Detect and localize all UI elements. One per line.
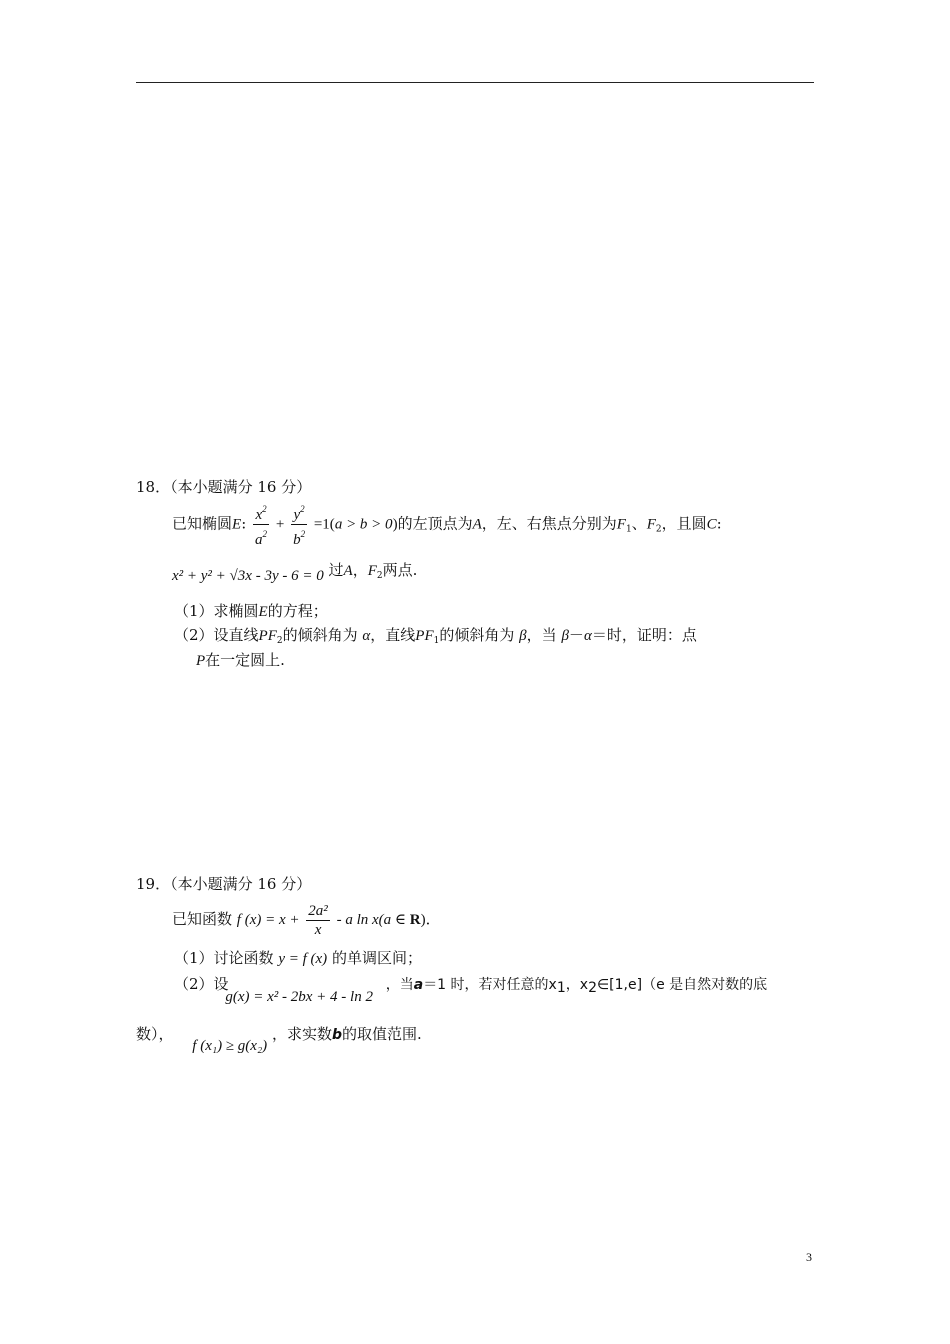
q18-intro-prefix: 已知椭圆 xyxy=(172,514,233,533)
text: ，且圆 xyxy=(661,514,707,533)
q18-part2-line2 xyxy=(196,650,285,671)
focus-f2: F xyxy=(646,516,656,533)
focus-f2: F xyxy=(367,563,377,579)
equation-rhs: =1( xyxy=(313,516,335,533)
variable-x2: x xyxy=(579,977,589,993)
text: （2）设直线 xyxy=(174,626,259,644)
fraction-2a2-x xyxy=(306,902,330,939)
colon: : xyxy=(241,514,247,533)
subscript: 2 xyxy=(588,980,597,996)
text: ，直线 xyxy=(370,626,416,644)
frac-den: a xyxy=(255,532,263,548)
text: （1）讨论函数 xyxy=(174,949,274,967)
interval: ∈[1,e] xyxy=(596,977,643,993)
colon: : xyxy=(716,514,722,533)
text: 的倾斜角为 xyxy=(439,626,515,644)
reals-symbol: R xyxy=(409,912,421,928)
alpha: α xyxy=(362,628,371,644)
q19-part1 xyxy=(174,948,422,969)
q19-part2-line1 xyxy=(174,974,768,1005)
fraction-y2-b2: $\frac{y^2}{b^2}$ xyxy=(291,500,307,549)
text: ，求实数 xyxy=(271,1025,332,1043)
q19-score: （本小题满分 16 分） xyxy=(170,875,312,893)
q18-heading xyxy=(136,477,311,497)
q18-part1 xyxy=(174,601,328,622)
text: ，左、右焦点分别为 xyxy=(481,514,617,533)
frac-den: b xyxy=(293,532,301,548)
point-a: A xyxy=(343,563,353,579)
function-tail: - a ln x(a ∈ xyxy=(336,912,410,928)
circle-name: C xyxy=(706,516,717,533)
text: ＝时，证明：点 xyxy=(591,626,697,644)
text: ， xyxy=(565,977,580,993)
frac-num: y xyxy=(293,507,301,523)
variable-x1: x xyxy=(548,977,557,993)
q18-intro-line xyxy=(172,500,722,552)
equation-condition: a > b > 0 xyxy=(334,516,393,533)
ellipse-name: E xyxy=(258,604,268,620)
text: ， xyxy=(352,561,368,579)
text: 数）， xyxy=(136,1025,174,1043)
text: 已知函数 xyxy=(172,910,233,928)
text: 的单调区间； xyxy=(331,949,422,967)
text: （e 是自然对数的底 xyxy=(642,977,768,993)
q19-part2-line2 xyxy=(136,1024,422,1054)
text: 的左顶点为 xyxy=(397,514,473,533)
alpha: α xyxy=(583,628,592,644)
inequality: f (x₁) ≥ g(x₂) xyxy=(192,1038,268,1054)
frac-den: x xyxy=(314,921,322,938)
text: 的倾斜角为 xyxy=(282,626,358,644)
header-rule xyxy=(136,82,814,83)
q19-intro-line xyxy=(172,897,441,942)
plus: + xyxy=(275,516,285,533)
text: 两点. xyxy=(382,561,418,579)
text: 在一定圆上. xyxy=(205,651,285,669)
variable-a: a xyxy=(413,977,424,993)
q18-circle-line xyxy=(172,560,417,586)
function-lhs: f (x) = x + xyxy=(236,912,300,928)
paren-close: ) xyxy=(392,516,398,533)
circle-equation: x² + y² + √3x - 3y - 6 = 0 xyxy=(172,568,324,584)
page-number: 3 xyxy=(806,1250,812,1264)
q19-heading xyxy=(136,874,311,894)
text: 过 xyxy=(328,561,344,579)
text: ，当 xyxy=(526,626,557,644)
frac-num: 2a² xyxy=(308,902,328,919)
subscript: 1 xyxy=(556,980,566,996)
fraction-x2-a2: $\frac{x^2}{a^2}$ xyxy=(253,500,269,549)
point-a: A xyxy=(472,516,482,533)
text: 的方程； xyxy=(267,602,328,620)
line-pf1: PF xyxy=(415,628,434,644)
frac-num: x xyxy=(255,507,263,523)
paren-close: ) xyxy=(420,912,426,928)
subscript: 1 xyxy=(625,524,632,535)
line-pf2: PF xyxy=(258,628,277,644)
ellipse-name: E xyxy=(232,516,242,533)
beta: β xyxy=(519,628,527,644)
variable-b: b xyxy=(331,1027,343,1043)
function-expression: y = f (x) xyxy=(278,951,328,967)
q18-number: 18． xyxy=(136,478,171,496)
text: （1）求椭圆 xyxy=(174,602,259,620)
text: ，当 xyxy=(385,977,414,993)
text: 的取值范围. xyxy=(342,1025,422,1043)
subscript: 2 xyxy=(655,524,662,535)
point-p: P xyxy=(196,653,206,669)
q19-number: 19． xyxy=(136,875,171,893)
subscript: 1 xyxy=(433,636,440,646)
text: ． xyxy=(425,910,441,928)
g-equation: g(x) = x² - 2bx + 4 - ln 2 xyxy=(225,989,373,1005)
beta: β xyxy=(561,628,569,644)
text: ＝1 时，若对任意的 xyxy=(423,977,549,993)
q18-score: （本小题满分 16 分） xyxy=(170,478,312,496)
focus-f1: F xyxy=(616,516,626,533)
subscript: 2 xyxy=(376,571,383,581)
separator: 、 xyxy=(631,514,647,533)
subscript: 2 xyxy=(276,636,283,646)
q18-part2-line1 xyxy=(174,625,697,651)
minus: － xyxy=(568,626,584,644)
text: （2）设 xyxy=(174,975,229,993)
